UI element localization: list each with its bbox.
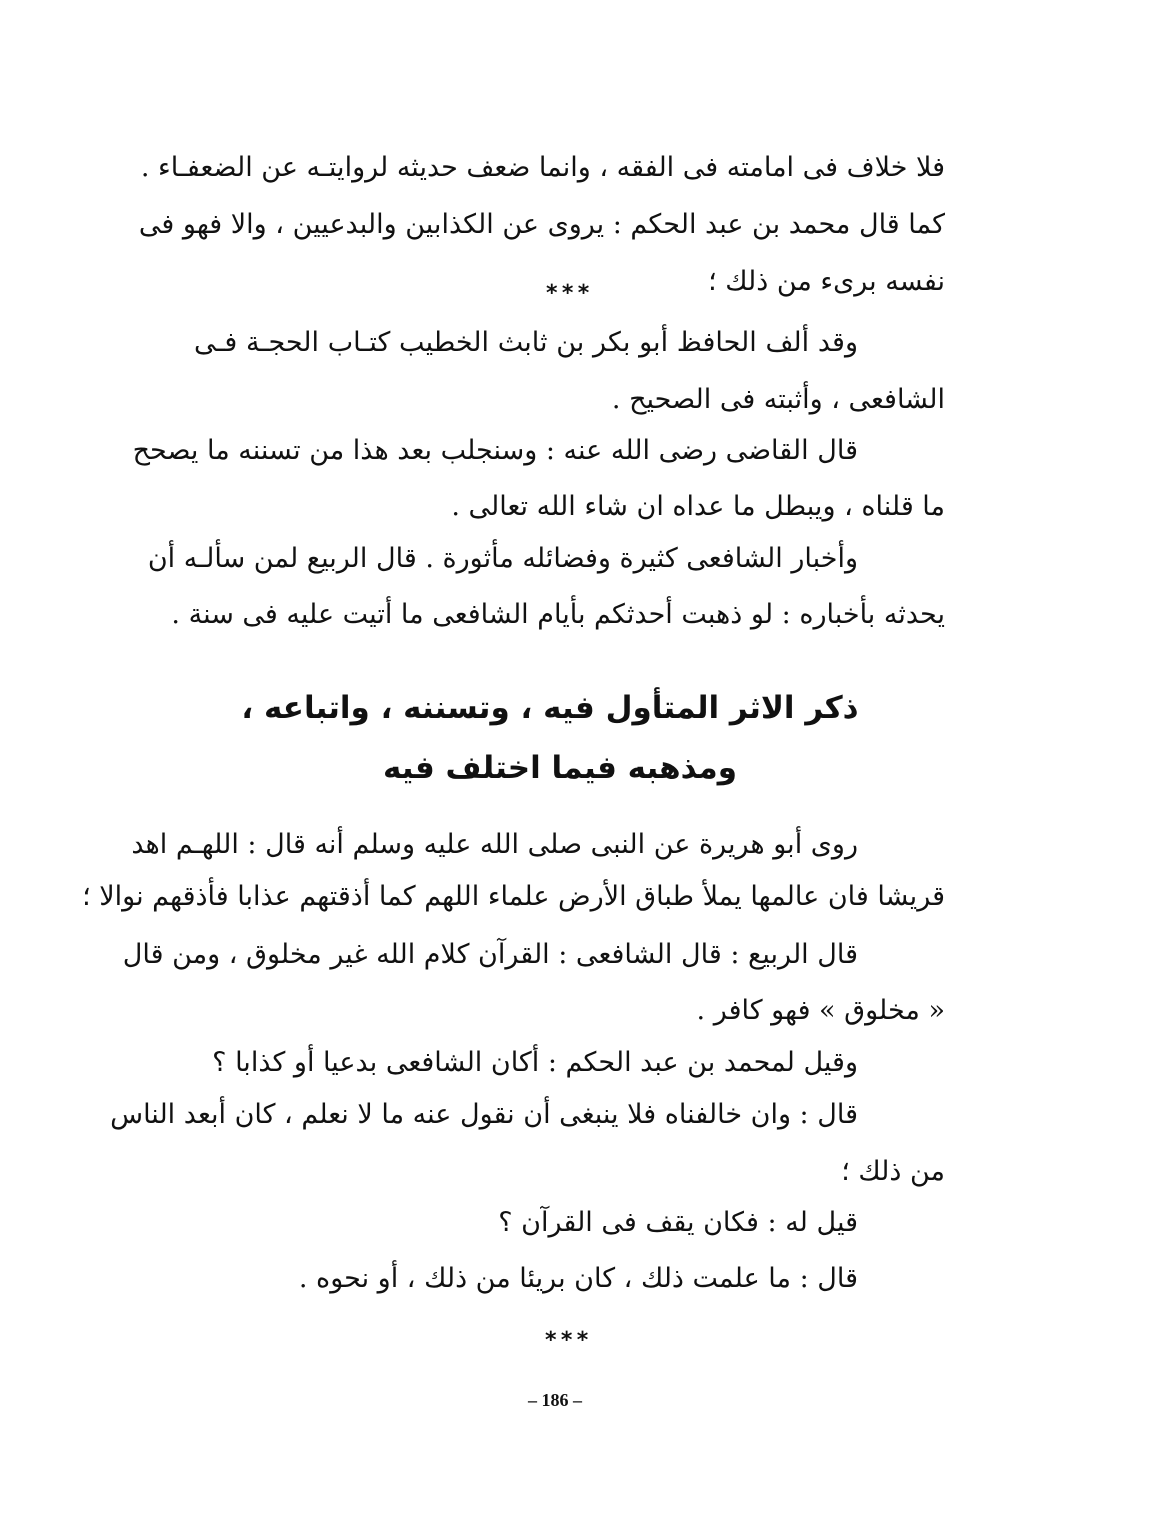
text-line: الشافعى ، وأثبته فى الصحيح . (611, 384, 945, 415)
text-line: كما قال محمد بن عبد الحكم : يروى عن الكذابين والبدعيين ، والا فهو فى (138, 209, 945, 240)
text-line: وأخبار الشافعى كثيرة وفضائله مأثورة . قال الربيع لمن سألـه أن (147, 543, 858, 574)
text-line: قال : ما علمت ذلك ، كان بريئا من ذلك ، أو نحوه . (298, 1263, 858, 1294)
section-separator: * * * (545, 1328, 589, 1353)
text-line: قال : وان خالفناه فلا ينبغى أن نقول عنه ما لا نعلم ، كان أبعد الناس (110, 1099, 858, 1130)
text-line: نفسه برىء من ذلك ؛ (708, 266, 945, 297)
page-number: – 186 – (528, 1390, 582, 1410)
text-line: قال الربيع : قال الشافعى : القرآن كلام الله غير مخلوق ، ومن قال (122, 939, 858, 970)
text-line: ما قلناه ، ويبطل ما عداه ان شاء الله تعالى . (451, 491, 945, 522)
text-line: وقيل لمحمد بن عبد الحكم : أكان الشافعى بدعيا أو كذابا ؟ (212, 1047, 858, 1078)
text-line: فلا خلاف فى امامته فى الفقه ، وانما ضعف حديثه لروايتـه عن الضعفـاء . (140, 152, 945, 183)
text-line: روى أبو هريرة عن النبى صلى الله عليه وسلم أنه قال : اللهـم اهد (131, 829, 858, 860)
text-line: يحدثه بأخباره : لو ذهبت أحدثكم بأيام الشافعى ما أتيت عليه فى سنة . (171, 599, 945, 630)
section-separator: * * * (546, 281, 590, 306)
section-heading: ومذهبه فيما اختلف فيه (382, 750, 738, 786)
text-line: قال القاضى رضى الله عنه : وسنجلب بعد هذا من تسننه ما يصحح (132, 435, 858, 466)
text-line: « مخلوق » فهو كافر . (696, 995, 945, 1026)
text-line: قيل له : فكان يقف فى القرآن ؟ (498, 1207, 858, 1238)
section-heading: ذكر الاثر المتأول فيه ، وتسننه ، واتباعه ، (241, 690, 859, 726)
text-line: من ذلك ؛ (841, 1156, 945, 1187)
text-line: قريشا فان عالمها يملأ طباق الأرض علماء اللهم كما أذقتهم عذابا فأذقهم نوالا ؛ (82, 881, 945, 912)
text-line: وقد ألف الحافظ أبو بكر بن ثابث الخطيب كتـاب الحجـة فـى (194, 327, 858, 358)
